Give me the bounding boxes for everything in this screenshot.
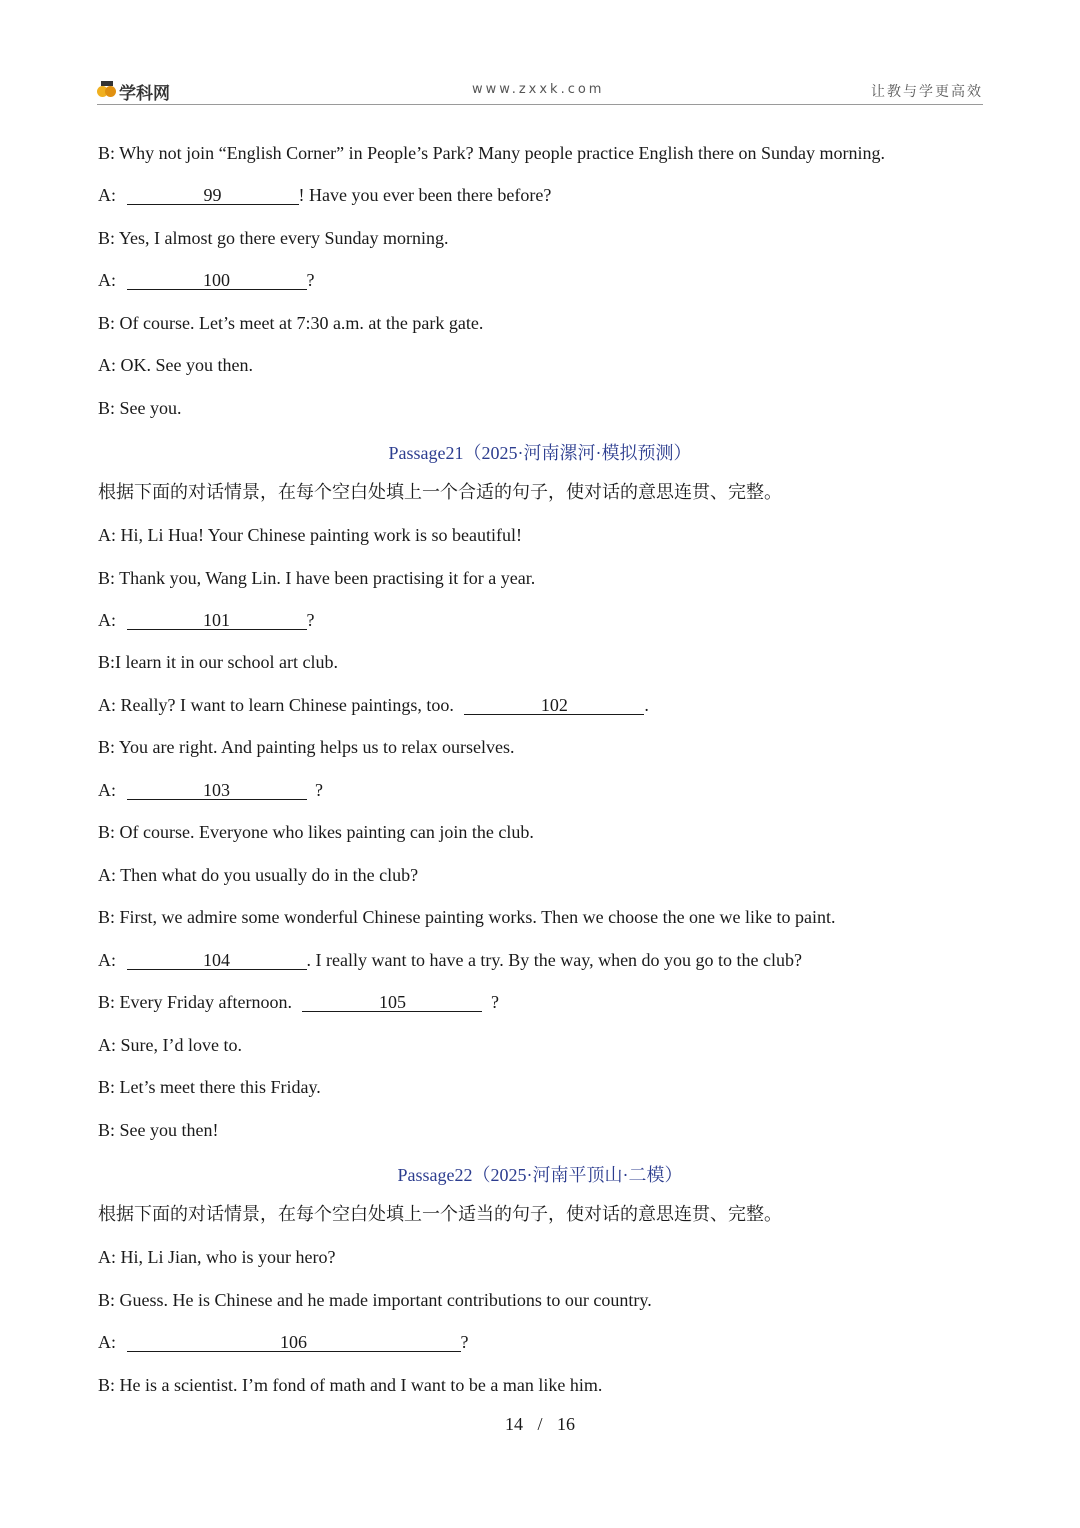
line-text: B: Every Friday afternoon. [98, 992, 292, 1012]
line-text: ! Have you ever been there before? [298, 185, 552, 205]
passage-title: Passage21（2025·河南漯河·模拟预测） [388, 443, 692, 463]
dialogue-line: B: You are right. And painting helps us to relax ourselves. [98, 737, 515, 757]
dialogue-line: A: OK. See you then. [98, 355, 253, 375]
page-separator: / [537, 1414, 543, 1434]
dialogue-line: B: Guess. He is Chinese and he made important contributions to our country. [98, 1290, 652, 1310]
dialogue-line: B: Thank you, Wang Lin. I have been practising it for a year. [98, 568, 536, 588]
logo-text: 学科网 [119, 84, 170, 104]
page-header [97, 74, 983, 105]
dialogue-line [98, 991, 499, 1013]
dialogue-line: B: First, we admire some wonderful Chinese painting works. Then we choose the one we like to paint. [98, 907, 836, 927]
instructions: 根据下面的对话情景，在每个空白处填上一个适当的句子，使对话的意思连贯、完整。 [98, 1204, 782, 1224]
dialogue-line: B: See you then! [98, 1120, 219, 1140]
dialogue-line [98, 184, 551, 206]
page-total: 16 [557, 1414, 575, 1434]
answer-blank-102[interactable]: 102 [464, 696, 644, 715]
line-text: ? [460, 1332, 469, 1352]
dialogue-line [98, 694, 649, 716]
dialogue-line: B: Of course. Let’s meet at 7:30 a.m. at the park gate. [98, 313, 484, 333]
dialogue-line: B: Of course. Everyone who likes painting can join the club. [98, 822, 534, 842]
speaker: A: [98, 270, 116, 290]
logo-icon [97, 84, 117, 100]
instructions: 根据下面的对话情景，在每个空白处填上一个合适的句子，使对话的意思连贯、完整。 [98, 482, 782, 502]
dialogue-line [98, 269, 315, 291]
dialogue-line: A: Hi, Li Hua! Your Chinese painting work is so beautiful! [98, 525, 522, 545]
dialogue-line: B: Yes, I almost go there every Sunday morning. [98, 228, 449, 248]
answer-blank-101[interactable]: 101 [127, 611, 307, 630]
line-text: . I really want to have a try. By the way, when do you go to the club? [306, 950, 803, 970]
dialogue-line: A: Hi, Li Jian, who is your hero? [98, 1247, 336, 1267]
speaker: A: [98, 610, 116, 630]
dialogue-line [98, 949, 802, 971]
slogan: 让教与学更高效 [871, 84, 983, 100]
page-number [0, 1414, 1080, 1435]
answer-blank-104[interactable]: 104 [127, 951, 307, 970]
answer-blank-105[interactable]: 105 [302, 993, 482, 1012]
speaker: A: [98, 1332, 116, 1352]
answer-blank-106[interactable]: 106 [127, 1333, 461, 1352]
answer-blank-103[interactable]: 103 [127, 781, 307, 800]
dialogue-line: A: Then what do you usually do in the club? [98, 865, 419, 885]
dialogue-line [98, 609, 315, 631]
passage-title: Passage22（2025·河南平顶山·二模） [397, 1165, 683, 1185]
line-text: ? [306, 270, 315, 290]
answer-blank-99[interactable]: 99 [127, 186, 299, 205]
dialogue-line: A: Sure, I’d love to. [98, 1035, 242, 1055]
dialogue-line [98, 1331, 469, 1353]
dialogue-line: B: Let’s meet there this Friday. [98, 1077, 321, 1097]
site-url: www.zxxk.com [472, 82, 605, 97]
dialogue-line: B: Why not join “English Corner” in People’s Park? Many people practice English there on Sunday morning. [98, 143, 886, 163]
dialogue-line [98, 779, 323, 801]
dialogue-line: B:I learn it in our school art club. [98, 652, 338, 672]
dialogue-line: B: See you. [98, 398, 182, 418]
answer-blank-100[interactable]: 100 [127, 271, 307, 290]
speaker: A: [98, 780, 116, 800]
speaker: A: [98, 950, 116, 970]
page-current: 14 [504, 1414, 523, 1434]
line-text: ? [490, 992, 499, 1012]
line-text: A: Really? I want to learn Chinese paintings, too. [98, 695, 454, 715]
line-text: ? [315, 780, 323, 800]
line-text: . [644, 695, 649, 715]
speaker: A: [98, 185, 116, 205]
line-text: ? [306, 610, 315, 630]
logo [97, 79, 170, 104]
dialogue-line: B: He is a scientist. I’m fond of math and I want to be a man like him. [98, 1375, 603, 1395]
